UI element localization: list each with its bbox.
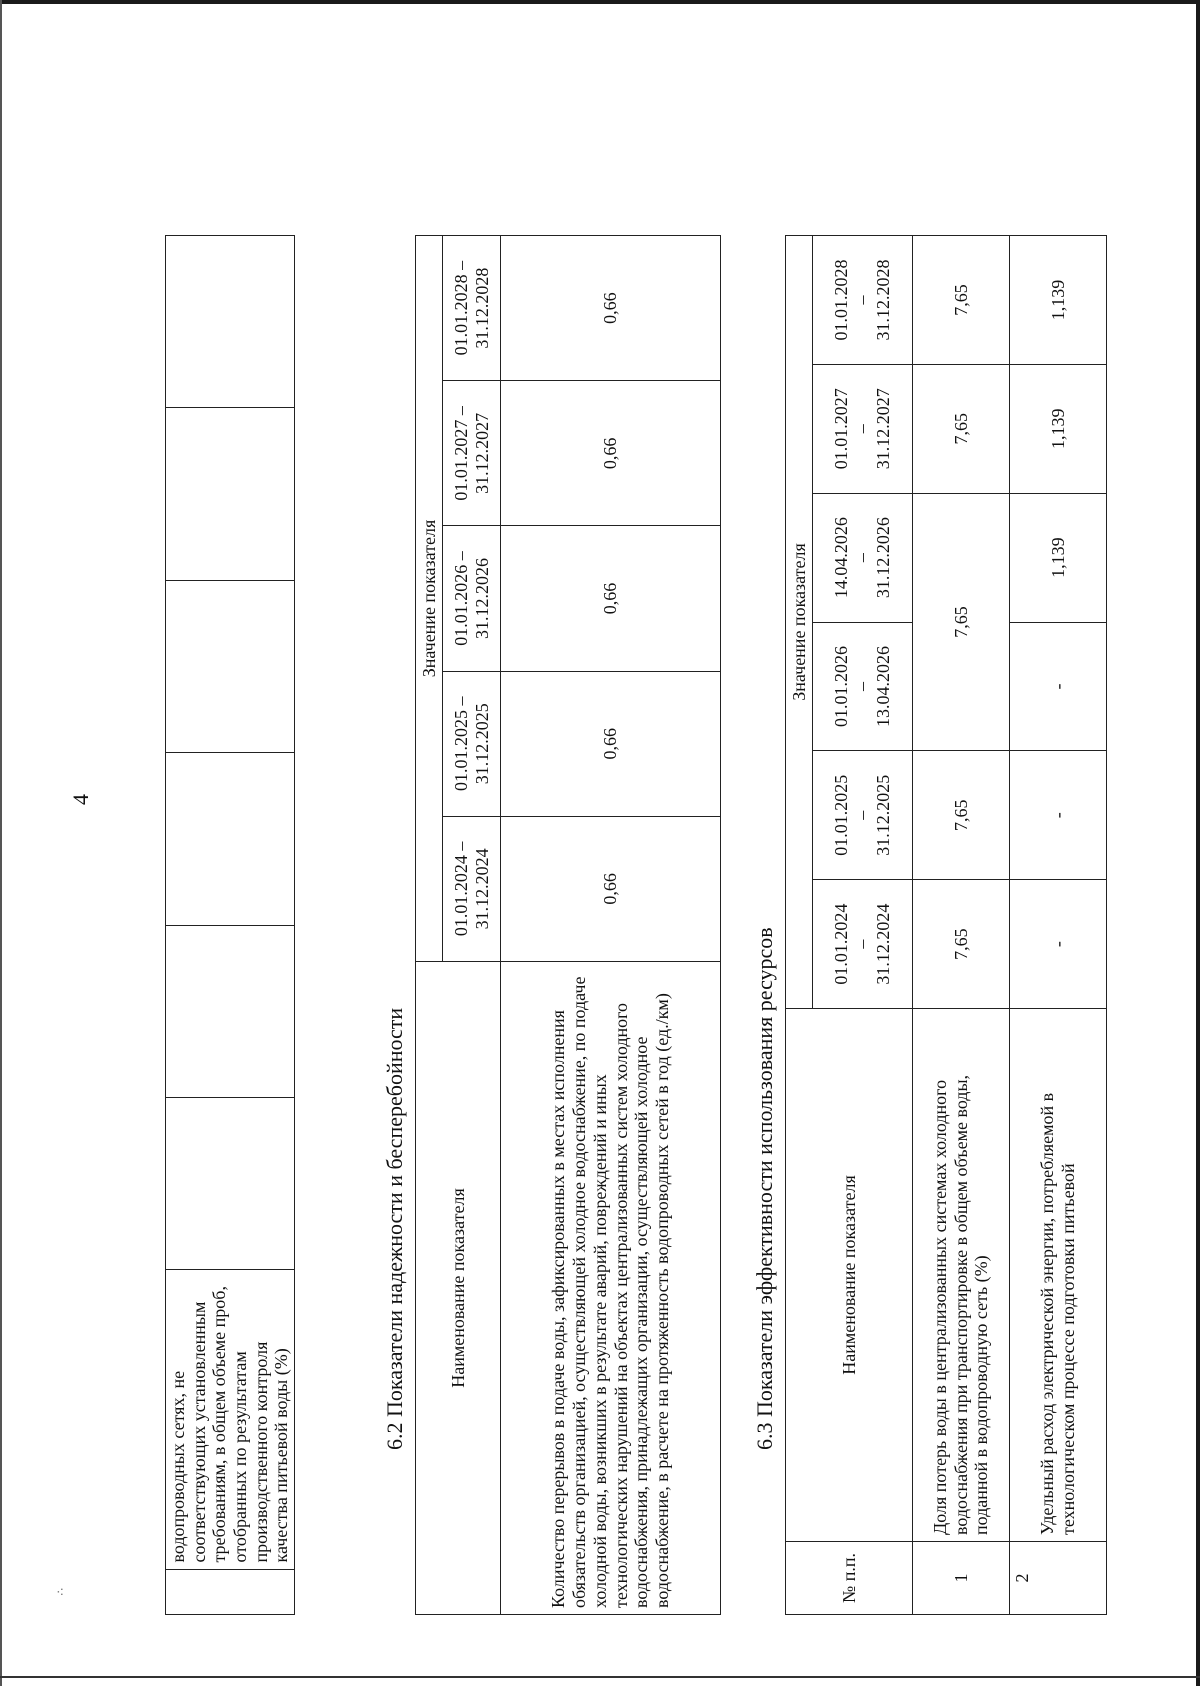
period-header: 01.01.2024 – 31.12.2024 bbox=[443, 816, 501, 961]
continuation-text: водопроводных сетях, не соответствующих установленным требованиям, в общем объеме проб, отобранных по результатам производственного контроля качества питьевой воды (%) bbox=[166, 1270, 295, 1569]
period-to: 13.04.2026 bbox=[872, 645, 893, 727]
period-header bbox=[813, 880, 913, 1009]
period-from: 01.01.2026 bbox=[831, 645, 852, 727]
period-sep: – bbox=[852, 681, 873, 691]
period-sep: – bbox=[852, 295, 873, 305]
section-6-3-title: 6.3 Показатели эффективности использования ресурсов bbox=[752, 927, 777, 1450]
empty-cell bbox=[166, 1097, 295, 1269]
indicator-value: 1,139 bbox=[1010, 236, 1107, 365]
indicator-name: Удельный расход электрической энергии, потребляемой в технологическом процессе подготовки питьевой bbox=[1010, 1009, 1107, 1542]
empty-cell bbox=[166, 753, 295, 925]
indicator-value: 0,66 bbox=[501, 671, 721, 816]
period-header: 01.01.2027 – 31.12.2027 bbox=[443, 381, 501, 526]
period-to: 31.12.2025 bbox=[872, 774, 893, 856]
section-6-2-title: 6.2 Показатели надежности и бесперебойности bbox=[382, 1007, 407, 1450]
period-from: 01.01.2028 bbox=[831, 259, 852, 341]
indicator-value: 0,66 bbox=[501, 381, 721, 526]
period-header: 01.01.2026 – 31.12.2026 bbox=[443, 526, 501, 671]
row-num: 2 bbox=[1010, 1542, 1107, 1615]
indicator-value: 0,66 bbox=[501, 526, 721, 671]
indicator-value: 1,139 bbox=[1010, 493, 1107, 622]
indicator-value: 0,66 bbox=[501, 816, 721, 961]
period-header bbox=[813, 493, 913, 622]
period-sep: – bbox=[852, 424, 873, 434]
period-sep: – bbox=[852, 810, 873, 820]
period-to: 31.12.2027 bbox=[872, 388, 893, 470]
indicator-name: Количество перерывов в подаче воды, зафиксированных в местах исполнения обязательств организацией, осуществляющей холодное водоснабжение, по подаче холодной воды, возникших в результате аварий, повреждений и иных технологических нарушений на объектах централизованных систем холодного водоснабжения, принадлежащих организации, осуществляющей холодное водоснабжение, в расчете на протяженность водопроводных сетей в год (ед./км) bbox=[501, 962, 721, 1615]
header-name: Наименование показателя bbox=[786, 1009, 913, 1542]
header-name: Наименование показателя bbox=[416, 962, 501, 1615]
scan-edge-top bbox=[0, 0, 1200, 4]
indicator-value: 7,65 bbox=[913, 236, 1010, 365]
period-sep: – bbox=[852, 553, 873, 563]
scan-smudge: ⁖ bbox=[56, 1585, 65, 1601]
period-to: 31.12.2026 bbox=[872, 517, 893, 599]
indicator-value: 1,139 bbox=[1010, 364, 1107, 493]
period-to: 31.12.2024 bbox=[872, 903, 893, 985]
reliability-table bbox=[415, 235, 721, 1615]
empty-cell bbox=[166, 236, 295, 408]
indicator-value: - bbox=[1010, 880, 1107, 1009]
indicator-value: 7,65 bbox=[913, 880, 1010, 1009]
period-header bbox=[813, 622, 913, 751]
period-header bbox=[813, 751, 913, 880]
indicator-value: 0,66 bbox=[501, 236, 721, 381]
indicator-value: 7,65 bbox=[913, 751, 1010, 880]
row-num: 1 bbox=[913, 1542, 1010, 1615]
period-to: 31.12.2028 bbox=[872, 259, 893, 341]
indicator-name: Доля потерь воды в централизованных системах холодного водоснабжения при транспортировке в общем объеме воды, поданной в водопроводную сеть (%) bbox=[913, 1009, 1010, 1542]
rotated-page bbox=[60, 85, 1140, 1625]
period-from: 14.04.2026 bbox=[831, 517, 852, 599]
period-header bbox=[813, 364, 913, 493]
indicator-value: 7,65 bbox=[913, 364, 1010, 493]
period-from: 01.01.2025 bbox=[831, 774, 852, 856]
efficiency-table bbox=[785, 235, 1107, 1615]
empty-cell bbox=[166, 1569, 295, 1614]
indicator-value: - bbox=[1010, 622, 1107, 751]
period-from: 01.01.2024 bbox=[831, 903, 852, 985]
continuation-table bbox=[165, 235, 295, 1615]
period-sep: – bbox=[852, 939, 873, 949]
empty-cell bbox=[166, 925, 295, 1097]
period-header: 01.01.2028 – 31.12.2028 bbox=[443, 236, 501, 381]
scan-edge-left bbox=[0, 0, 2, 1686]
indicator-value: - bbox=[1010, 751, 1107, 880]
header-num: № п.п. bbox=[786, 1542, 913, 1615]
empty-cell bbox=[166, 408, 295, 580]
page-number: 4 bbox=[68, 794, 93, 805]
empty-cell bbox=[166, 580, 295, 752]
period-header bbox=[813, 236, 913, 365]
scan-edge-bottom bbox=[0, 1676, 1200, 1678]
period-header: 01.01.2025 – 31.12.2025 bbox=[443, 671, 501, 816]
indicator-value: 7,65 bbox=[913, 493, 1010, 751]
header-value: Значение показателя bbox=[786, 236, 813, 1009]
period-from: 01.01.2027 bbox=[831, 388, 852, 470]
scan-edge-right bbox=[1196, 0, 1200, 1686]
header-value: Значение показателя bbox=[416, 236, 443, 962]
